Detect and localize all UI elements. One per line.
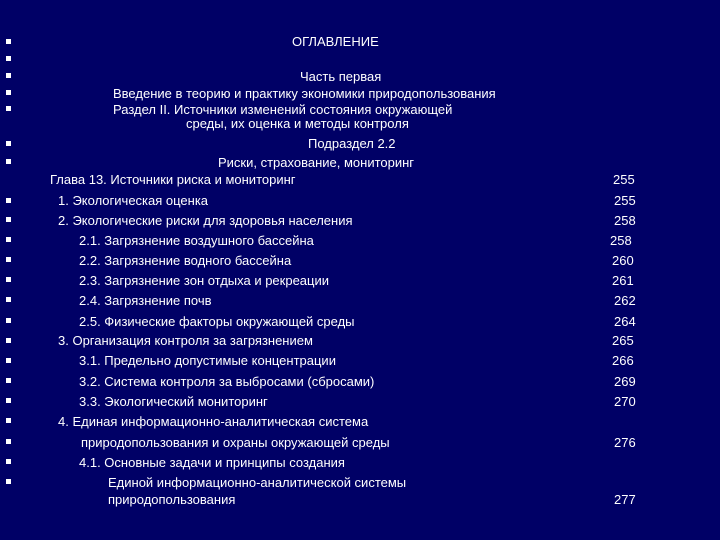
bullet — [6, 459, 11, 464]
bullet — [6, 159, 11, 164]
bullet — [6, 297, 11, 302]
bullet — [6, 73, 11, 78]
toc-title: ОГЛАВЛЕНИЕ — [292, 34, 379, 49]
bullet — [6, 106, 11, 111]
bullet — [6, 198, 11, 203]
toc-page: 269 — [614, 374, 636, 389]
toc-page: 258 — [610, 233, 632, 248]
chapter-heading: Глава 13. Источники риска и мониторинг — [50, 172, 296, 187]
bullet — [6, 217, 11, 222]
toc-page: 276 — [614, 435, 636, 450]
toc-entry: 3.3. Экологический мониторинг — [79, 394, 268, 409]
toc-page: 270 — [614, 394, 636, 409]
toc-page: 264 — [614, 314, 636, 329]
toc-entry: 2.4. Загрязнение почв — [79, 293, 212, 308]
toc-page: 266 — [612, 353, 634, 368]
toc-page: 260 — [612, 253, 634, 268]
toc-entry: природопользования и охраны окружающей среды — [81, 435, 390, 450]
toc-entry: 3.2. Система контроля за выбросами (сбросами) — [79, 374, 375, 389]
bullet — [6, 56, 11, 61]
toc-entry: 3. Организация контроля за загрязнением — [58, 333, 313, 348]
section-heading-continued: среды, их оценка и методы контроля — [186, 116, 409, 131]
bullet — [6, 257, 11, 262]
toc-entry: 4.1. Основные задачи и принципы создания — [79, 455, 345, 470]
subsection-title: Риски, страхование, мониторинг — [218, 155, 415, 170]
intro-line: Введение в теорию и практику экономики природопользования — [113, 86, 496, 101]
toc-page: 277 — [614, 492, 636, 507]
toc-entry: 2.1. Загрязнение воздушного бассейна — [79, 233, 314, 248]
toc-entry: 2.2. Загрязнение водного бассейна — [79, 253, 292, 268]
chapter-page: 255 — [613, 172, 635, 187]
bullet — [6, 237, 11, 242]
bullet — [6, 418, 11, 423]
toc-entry: природопользования — [108, 492, 236, 507]
toc-entry: 2.5. Физические факторы окружающей среды — [79, 314, 355, 329]
toc-page: 265 — [612, 333, 634, 348]
bullet — [6, 277, 11, 282]
bullet — [6, 141, 11, 146]
toc-entry: Единой информационно-аналитической системы — [108, 475, 407, 490]
toc-page: 255 — [614, 193, 636, 208]
toc-page: 261 — [612, 273, 634, 288]
subsection-heading: Подраздел 2.2 — [308, 136, 396, 151]
toc-page: 258 — [614, 213, 636, 228]
bullet — [6, 378, 11, 383]
toc-entry: 3.1. Предельно допустимые концентрации — [79, 353, 336, 368]
toc-entry: 1. Экологическая оценка — [58, 193, 209, 208]
bullet — [6, 479, 11, 484]
bullet — [6, 338, 11, 343]
bullet — [6, 358, 11, 363]
bullet — [6, 439, 11, 444]
bullet — [6, 90, 11, 95]
bullet — [6, 39, 11, 44]
toc-entry: 2. Экологические риски для здоровья населения — [58, 213, 353, 228]
toc-entry: 2.3. Загрязнение зон отдыха и рекреации — [79, 273, 330, 288]
part-heading: Часть первая — [300, 69, 382, 84]
bullet — [6, 398, 11, 403]
toc-page: 262 — [614, 293, 636, 308]
toc-entry: 4. Единая информационно-аналитическая система — [58, 414, 369, 429]
section-heading: Раздел II. Источники изменений состояния окружающей — [113, 102, 453, 117]
bullet — [6, 318, 11, 323]
